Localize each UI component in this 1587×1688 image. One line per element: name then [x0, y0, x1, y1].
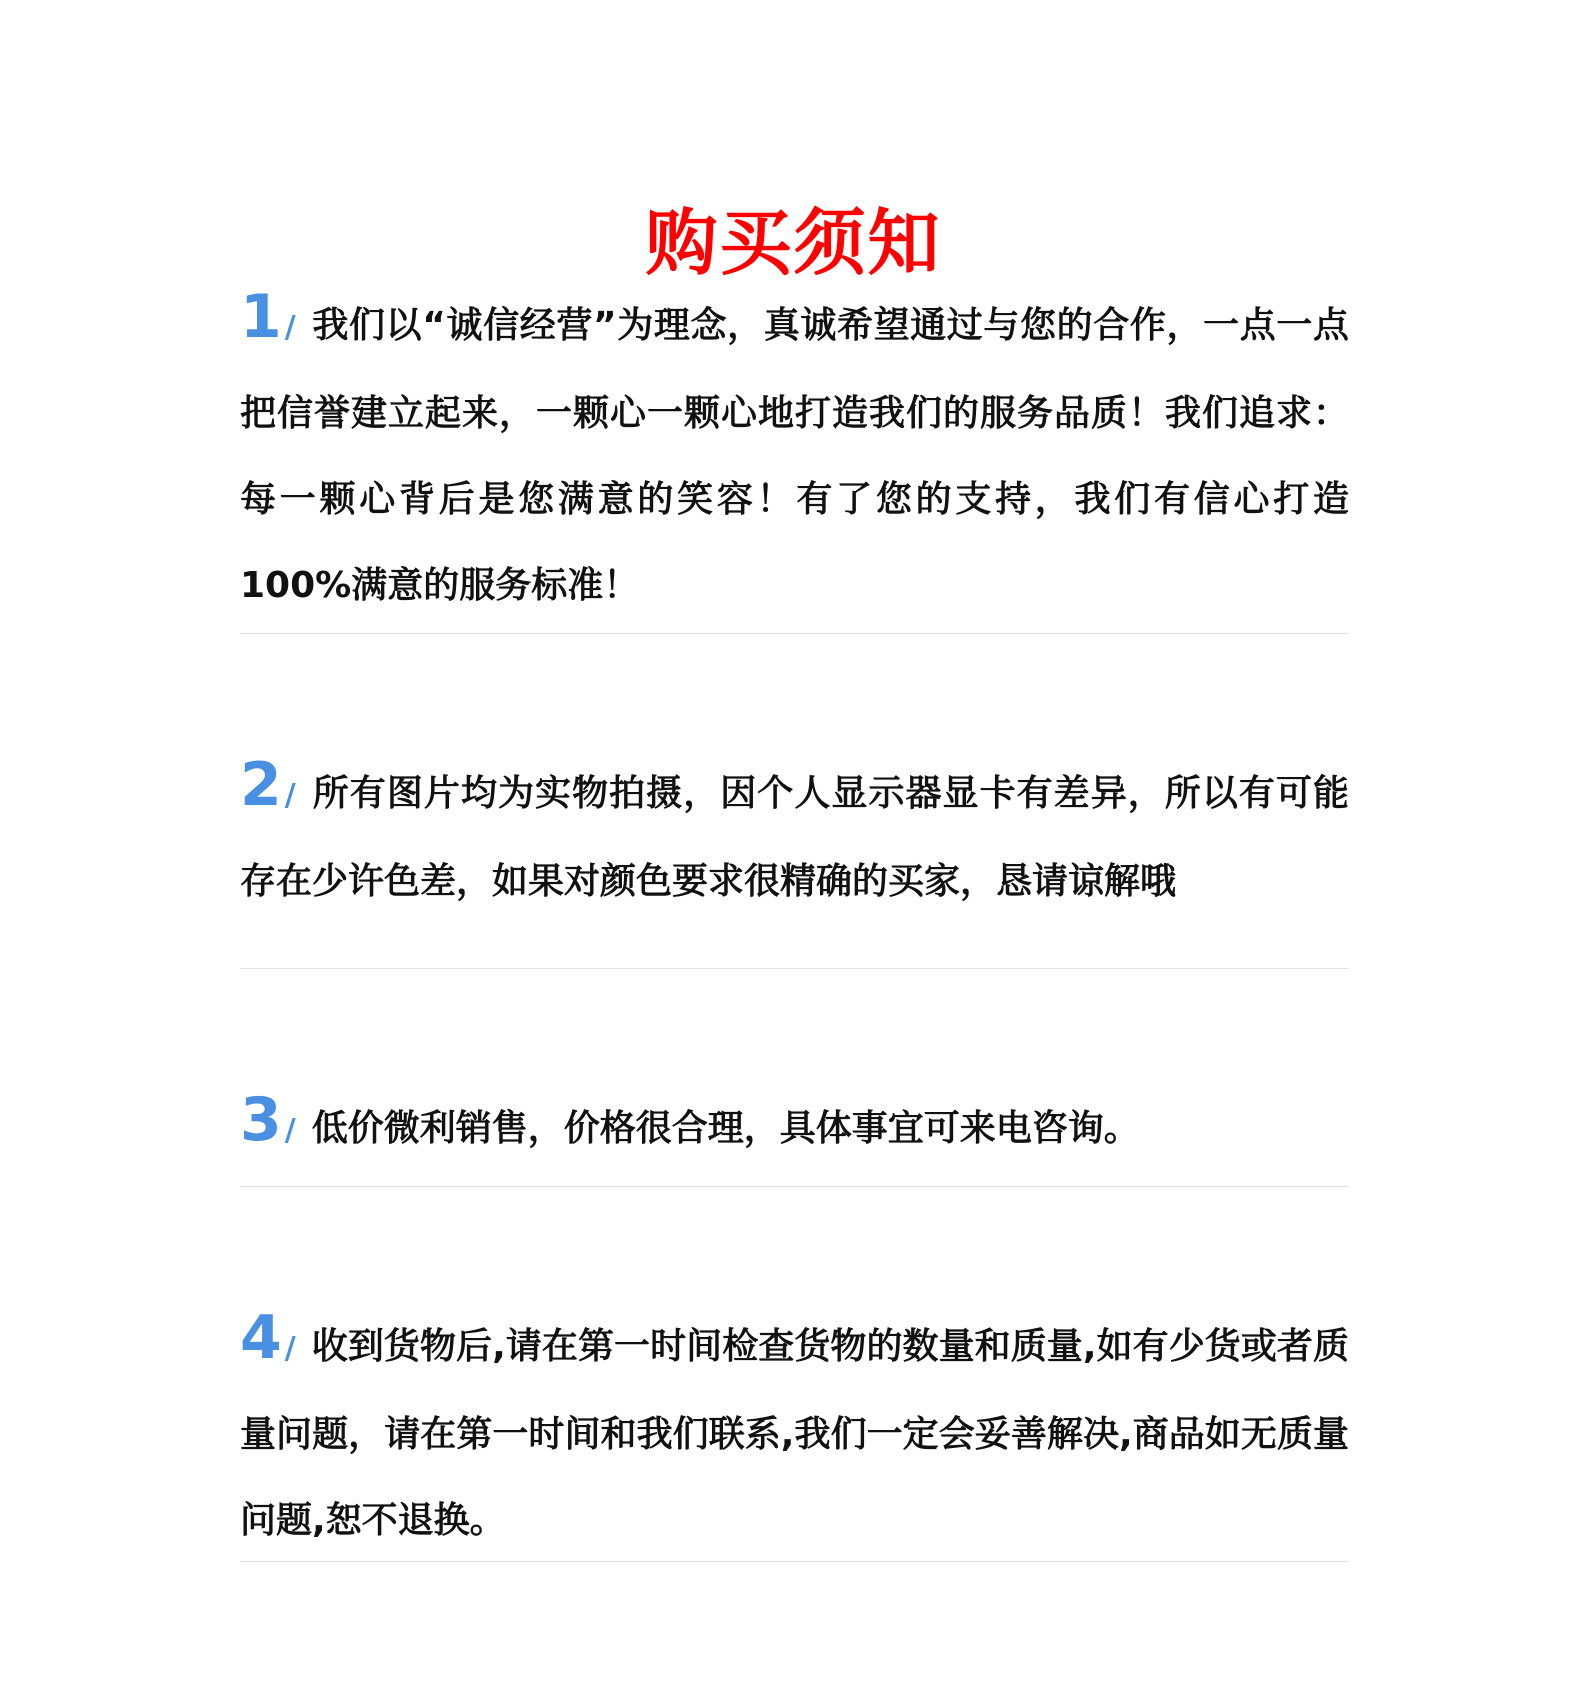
notice-paragraph	[240, 1304, 1349, 1564]
notice-number-badge	[240, 1086, 296, 1174]
notice-number-slash: /	[284, 1113, 296, 1148]
notice-text: 收到货物后,请在第一时间检查货物的数量和质量,如有少货或者质量问题，请在第一时间和我们联系,我们一定会妥善解决,商品如无质量问题,恕不退换。	[240, 1326, 1349, 1541]
notice-number: 2	[240, 750, 282, 820]
notice-text: 低价微利销售，价格很合理，具体事宜可来电咨询。	[311, 1108, 1140, 1149]
notice-item-1	[240, 283, 1349, 634]
notice-item-2	[240, 751, 1349, 969]
notice-number-slash: /	[284, 1331, 296, 1366]
notice-item-3	[240, 1086, 1349, 1187]
notice-number: 4	[240, 1303, 282, 1373]
notice-paragraph	[240, 283, 1349, 629]
notice-paragraph	[240, 1086, 1349, 1174]
page-title: 购买须知	[645, 201, 942, 286]
notice-number-badge	[240, 1304, 296, 1392]
notice-number-badge	[240, 283, 296, 371]
notice-text: 所有图片均为实物拍摄，因个人显示器显卡有差异，所以有可能存在少许色差，如果对颜色要求很精确的买家，恳请谅解哦	[240, 773, 1349, 902]
notice-number-slash: /	[284, 310, 296, 345]
notice-list	[240, 283, 1349, 1562]
notice-number: 1	[240, 282, 282, 352]
notice-item-4	[240, 1304, 1349, 1562]
notice-number-slash: /	[284, 778, 296, 813]
notice-number-badge	[240, 751, 296, 839]
notice-text: 我们以“诚信经营”为理念，真诚希望通过与您的合作，一点一点把信誉建立起来，一颗心一颗心地打造我们的服务品质！我们追求：每一颗心背后是您满意的笑容！有了您的支持，我们有信心打造100%满意的服务标准！	[240, 305, 1349, 606]
notice-paragraph	[240, 751, 1349, 925]
notice-number: 3	[240, 1085, 282, 1155]
